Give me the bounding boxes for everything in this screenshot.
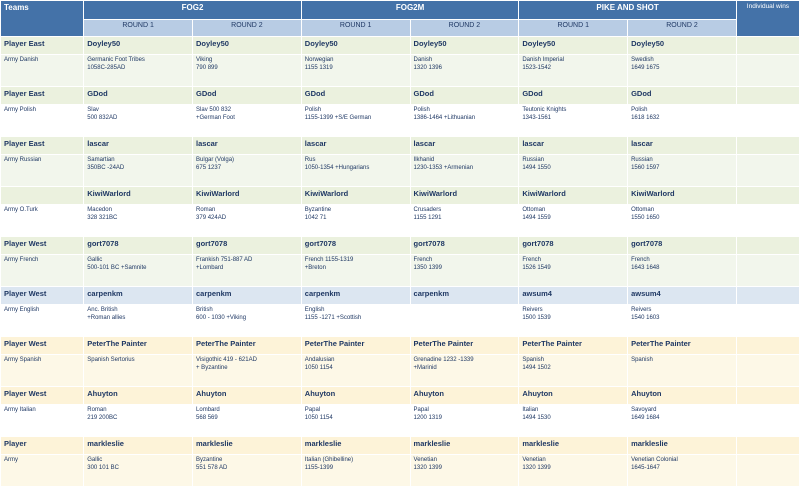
army-name: Germanic Foot Tribes [87,57,145,63]
player-name-cell: Ahuyton [410,387,519,405]
army-date: 379 424AD [196,214,227,221]
header-fog2m-round2: ROUND 2 [410,20,519,37]
army-cell [519,455,628,487]
army-date: 300 101 BC [87,464,119,471]
army-date: 500 832AD [87,114,118,121]
army-name: English [304,307,325,313]
player-name-cell: carpenkm [410,287,519,305]
army-cell [519,305,628,337]
army-name: Viking [196,57,213,63]
army-name: French 1155-1319 [304,257,354,263]
player-name-cell: KiwiWarlord [410,187,519,205]
individual-wins-cell [736,105,799,137]
army-name: Roman [87,407,107,413]
army-date: 350BC -24AD [87,164,125,171]
team-label: Army O.Turk [1,205,84,237]
army-date: 1523-1542 [522,64,552,71]
army-row [1,305,800,337]
army-name: Papal [304,407,321,413]
army-name: Reivers [522,307,543,313]
army-cell [301,455,410,487]
header-row-rounds [1,20,800,37]
player-name-cell: PeterThe Painter [519,337,628,355]
army-name: Bulgar (Volga) [196,157,235,163]
team-label: Player West [1,387,84,405]
army-name: Gallic [87,257,103,263]
army-row [1,155,800,187]
individual-wins-cell [736,387,799,405]
army-name: Swedish [631,57,654,63]
player-name-cell: awsum4 [519,287,628,305]
player-name-cell: gort7078 [410,237,519,255]
army-date: 1540 1603 [631,314,660,321]
army-cell [301,405,410,437]
army-date: 1500 1539 [522,314,551,321]
army-date: 219 200BC [87,414,118,421]
player-name-cell: GDod [193,87,302,105]
team-label: Army French [1,255,84,287]
individual-wins-cell [736,437,799,455]
player-row [1,237,800,255]
army-date: +Roman allies [87,314,126,321]
individual-wins-cell [736,287,799,305]
team-label: Army Italian [1,405,84,437]
player-name-cell: markleslie [519,437,628,455]
team-label: Player West [1,287,84,305]
army-date: 1560 1597 [631,164,660,171]
player-name-cell: lascar [410,137,519,155]
army-date: 790 899 [196,64,218,71]
player-name-cell: lascar [193,137,302,155]
team-label: Player East [1,137,84,155]
army-cell [410,405,519,437]
player-name-cell: PeterThe Painter [84,337,193,355]
army-date: 1155-1399 +S/E German [304,114,372,121]
header-fog2-round2: ROUND 2 [193,20,302,37]
army-cell [84,255,193,287]
army-cell [193,55,302,87]
army-cell [301,55,410,87]
army-date: 1155-1399 [304,464,334,471]
player-name-cell: markleslie [193,437,302,455]
team-label: Army Polish [1,105,84,137]
army-cell [410,105,519,137]
army-date: 675 1237 [196,164,222,171]
player-name-cell: lascar [84,137,193,155]
army-name: Norwegian [304,57,334,63]
army-cell [628,355,737,387]
army-cell [84,305,193,337]
army-date: 1494 1530 [522,414,551,421]
team-label: Army Russian [1,155,84,187]
player-name-cell: KiwiWarlord [301,187,410,205]
army-cell [410,205,519,237]
army-cell [628,205,737,237]
player-name-cell: Doyley50 [628,37,737,55]
army-name: Venetian Colonial [631,457,678,463]
player-row [1,337,800,355]
army-name: Grenadine 1232 -1339 [413,357,474,363]
army-name: Savoyard [631,407,657,413]
player-name-cell: KiwiWarlord [84,187,193,205]
army-date: 1230-1353 +Armenian [413,164,474,171]
player-name-cell: lascar [628,137,737,155]
army-name: Teutonic Knights [522,107,567,113]
army-cell [84,105,193,137]
player-name-cell: markleslie [410,437,519,455]
army-name: Rus [304,157,316,163]
army-cell [410,55,519,87]
team-label: Player West [1,237,84,255]
army-name: Russian [522,157,545,163]
header-fog2-round1: ROUND 1 [84,20,193,37]
army-cell [519,405,628,437]
army-name: Spanish Sertorius [87,357,135,363]
individual-wins-cell [736,137,799,155]
army-date: 1494 1502 [522,364,551,371]
army-cell [84,455,193,487]
army-date: +Breton [304,264,326,271]
player-name-cell: Doyley50 [301,37,410,55]
player-row [1,187,800,205]
player-name-cell: carpenkm [301,287,410,305]
army-row [1,55,800,87]
army-name: Andalusian [304,357,335,363]
army-date: 1320 1399 [413,464,442,471]
army-name: Italian [522,407,539,413]
army-name: Italian (Ghibelline) [304,457,354,463]
army-row [1,405,800,437]
player-name-cell: Doyley50 [84,37,193,55]
player-name-cell: awsum4 [628,287,737,305]
army-date: 1645-1647 [631,464,660,471]
player-name-cell: gort7078 [193,237,302,255]
player-name-cell: carpenkm [193,287,302,305]
army-name: Papal [413,407,429,413]
army-name: Visigothic 419 - 621AD [196,357,257,363]
player-name-cell: Ahuyton [519,387,628,405]
army-cell [410,155,519,187]
header-individual-wins: Individual wins [736,1,799,37]
army-name: Danish Imperial [522,57,565,63]
header-teams: Teams [1,1,84,37]
army-cell [410,305,519,337]
player-name-cell: GDod [628,87,737,105]
army-date: 551 578 AD [196,464,228,471]
army-date: 1649 1684 [631,414,660,421]
army-date: 568 569 [196,414,218,421]
header-row-groups [1,1,800,20]
army-cell [301,155,410,187]
army-row [1,105,800,137]
army-cell [628,255,737,287]
header-pike-round1: ROUND 1 [519,20,628,37]
player-name-cell: PeterThe Painter [301,337,410,355]
army-name: French [522,257,542,263]
header-fog2m-round1: ROUND 1 [301,20,410,37]
player-name-cell: markleslie [301,437,410,455]
team-label: Army [1,455,84,487]
army-cell [84,355,193,387]
player-name-cell: gort7078 [84,237,193,255]
army-cell [628,155,737,187]
army-cell [193,355,302,387]
army-cell [193,405,302,437]
army-date: 1618 1632 [631,114,660,121]
individual-wins-cell [736,305,799,337]
army-cell [193,155,302,187]
army-cell [519,255,628,287]
player-name-cell: Doyley50 [193,37,302,55]
player-name-cell: markleslie [84,437,193,455]
army-row [1,355,800,387]
army-date: 1042 71 [304,214,327,221]
army-name: Venetian [413,457,437,463]
team-label: Player West [1,337,84,355]
army-cell [301,305,410,337]
team-label: Army English [1,305,84,337]
army-name: Crusaders [413,207,442,213]
army-name: Spanish [631,357,653,363]
army-name: Slav 500 832 [196,107,232,113]
army-cell [301,255,410,287]
army-name: Venetian [522,457,546,463]
player-name-cell: gort7078 [519,237,628,255]
army-name: French [631,257,650,263]
army-cell [628,405,737,437]
army-name: Ottoman [631,207,655,213]
army-date: 1649 1675 [631,64,660,71]
player-name-cell: Ahuyton [301,387,410,405]
team-label: Player [1,437,84,455]
individual-wins-cell [736,37,799,55]
army-date: 1155 1291 [413,214,442,221]
player-row [1,87,800,105]
army-date: 1200 1319 [413,414,442,421]
player-name-cell: Ahuyton [193,387,302,405]
header-group-fog2m: FOG2M [301,1,519,20]
army-date: 1058C-285AD [87,64,126,71]
player-name-cell: GDod [410,87,519,105]
army-cell [519,205,628,237]
army-name: Ottoman [522,207,546,213]
player-name-cell: PeterThe Painter [628,337,737,355]
army-date: 1050 1154 [304,364,333,371]
header-group-fog2: FOG2 [84,1,302,20]
army-row [1,255,800,287]
army-date: 500-101 BC +Samnite [87,264,147,271]
army-name: Polish [304,107,322,113]
army-cell [84,55,193,87]
player-name-cell: carpenkm [84,287,193,305]
individual-wins-cell [736,255,799,287]
individual-wins-cell [736,237,799,255]
army-cell [301,105,410,137]
player-name-cell: GDod [84,87,193,105]
header-pike-round2: ROUND 2 [628,20,737,37]
header-group-pike-and-shot: PIKE AND SHOT [519,1,737,20]
player-row [1,287,800,305]
army-name: Danish [413,57,433,63]
army-cell [84,155,193,187]
army-cell [84,405,193,437]
army-name: Slav [87,107,99,113]
player-name-cell: lascar [519,137,628,155]
player-name-cell: KiwiWarlord [628,187,737,205]
army-date: 1050-1354 +Hungarians [304,164,370,171]
table-header [1,1,800,37]
team-label: Player East [1,87,84,105]
army-cell [519,55,628,87]
army-cell [193,105,302,137]
army-name: Reivers [631,307,652,313]
player-name-cell: lascar [301,137,410,155]
player-row [1,437,800,455]
army-cell [301,355,410,387]
army-cell [193,305,302,337]
army-date: 1155 -1271 +Scottish [304,314,362,321]
team-label: Army Spanish [1,355,84,387]
army-name: Polish [413,107,430,113]
army-date: 1350 1399 [413,264,442,271]
army-name: French [413,257,433,263]
army-date: +German Foot [196,114,235,121]
army-date: 328 321BC [87,214,118,221]
individual-wins-cell [736,87,799,105]
army-date: 1155 1319 [304,64,333,71]
army-date: + Byzantine [196,364,228,371]
army-date: 1320 1396 [413,64,442,71]
army-name: Anc. British [87,307,118,313]
army-cell [410,355,519,387]
player-name-cell: KiwiWarlord [519,187,628,205]
table-body [1,37,800,487]
army-cell [628,55,737,87]
army-cell [410,455,519,487]
army-name: Byzantine [196,457,223,463]
army-date: 600 - 1030 +Viking [196,314,247,321]
army-name: Russian [631,157,653,163]
individual-wins-cell [736,405,799,437]
player-name-cell: GDod [301,87,410,105]
player-name-cell: PeterThe Painter [193,337,302,355]
army-date: 1550 1650 [631,214,660,221]
individual-wins-cell [736,337,799,355]
army-cell [628,305,737,337]
army-date: +Marinid [413,364,437,371]
army-cell [628,455,737,487]
army-name: Lombard [196,407,220,413]
army-name: Ilkhanid [413,157,435,163]
army-cell [410,255,519,287]
army-cell [193,205,302,237]
player-row [1,37,800,55]
team-label [1,187,84,205]
army-cell [519,155,628,187]
individual-wins-cell [736,205,799,237]
army-date: 1494 1550 [522,164,551,171]
player-name-cell: KiwiWarlord [193,187,302,205]
army-name: Samartian [87,157,115,163]
individual-wins-cell [736,155,799,187]
individual-wins-cell [736,187,799,205]
army-name: British [196,307,213,313]
army-cell [519,105,628,137]
player-row [1,387,800,405]
player-name-cell: gort7078 [628,237,737,255]
player-row [1,137,800,155]
army-cell [84,205,193,237]
army-date: 1320 1399 [522,464,551,471]
army-date: 1343-1561 [522,114,552,121]
army-name: Macedon [87,207,112,213]
army-date: 1050 1154 [304,414,333,421]
player-name-cell: Ahuyton [628,387,737,405]
army-name: Roman [196,207,216,213]
army-cell [519,355,628,387]
army-cell [628,105,737,137]
individual-wins-cell [736,455,799,487]
army-row [1,205,800,237]
army-cell [193,455,302,487]
team-label: Player East [1,37,84,55]
player-name-cell: GDod [519,87,628,105]
army-date: 1386-1464 +Lithuanian [413,114,476,121]
army-date: 1643 1648 [631,264,660,271]
player-name-cell: Ahuyton [84,387,193,405]
army-date: 1526 1549 [522,264,551,271]
army-name: Gallic [87,457,103,463]
team-label: Army Danish [1,55,84,87]
army-cell [193,255,302,287]
army-cell [301,205,410,237]
player-name-cell: PeterThe Painter [410,337,519,355]
army-name: Polish [631,107,648,113]
player-name-cell: markleslie [628,437,737,455]
army-name: Byzantine [304,207,332,213]
army-date: +Lombard [196,264,224,271]
player-name-cell: Doyley50 [410,37,519,55]
army-name: Spanish [522,357,545,363]
army-name: Frankish 751-887 AD [196,257,253,263]
individual-wins-cell [736,355,799,387]
player-name-cell: Doyley50 [519,37,628,55]
army-row [1,455,800,487]
army-date: 1494 1559 [522,214,551,221]
player-name-cell: gort7078 [301,237,410,255]
individual-wins-cell [736,55,799,87]
